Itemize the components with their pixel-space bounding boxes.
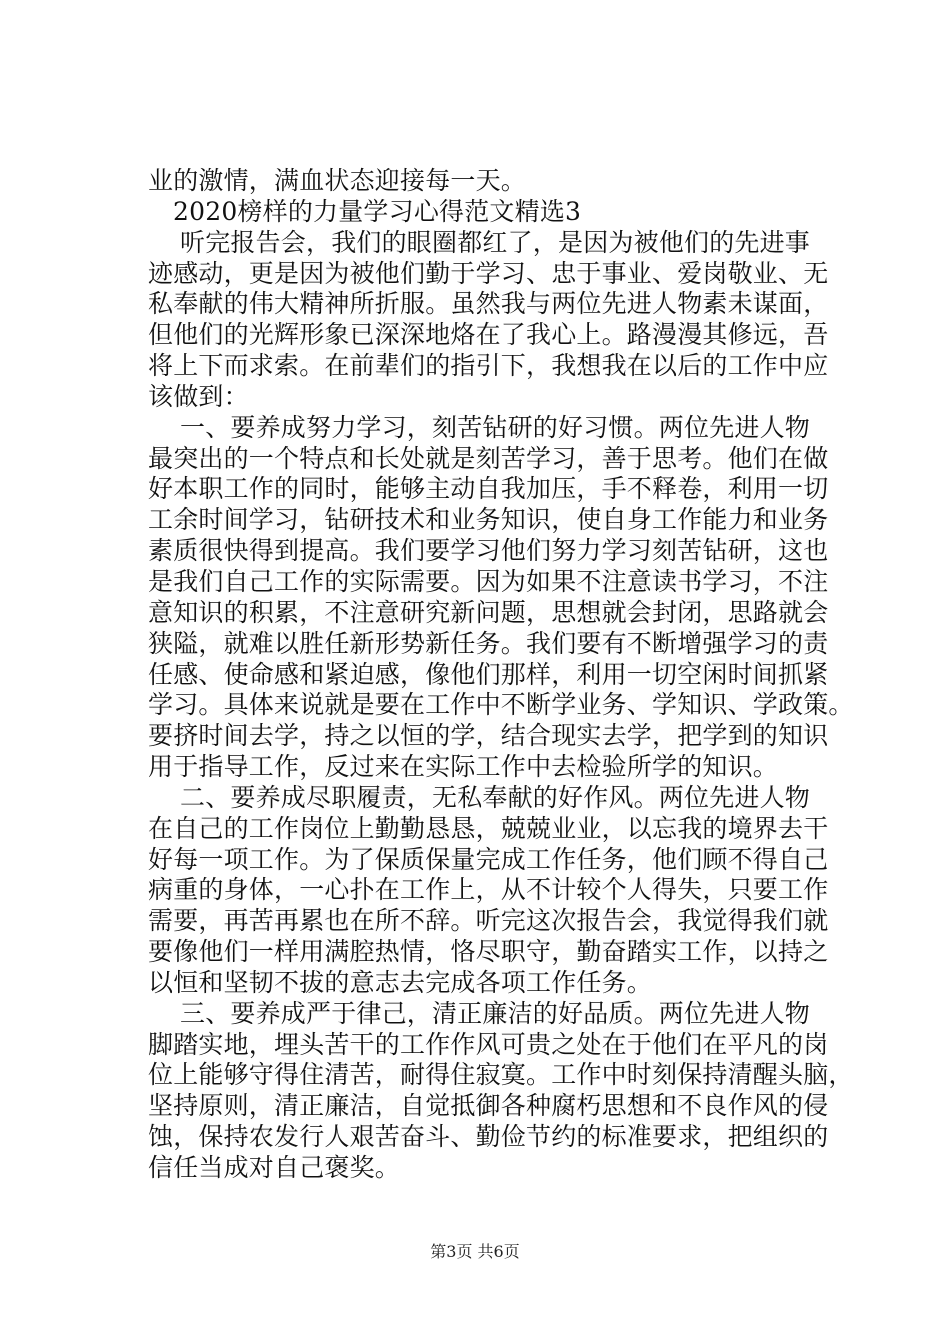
text-line: 意知识的积累，不注意研究新问题，思想就会封闭，思路就会 xyxy=(148,597,829,627)
text-line: 迹感动，更是因为被他们勤于学习、忠于事业、爱岗敬业、无 xyxy=(148,258,829,288)
text-line: 素质很快得到提高。我们要学习他们努力学习刻苦钻研，这也 xyxy=(148,536,829,566)
text-line: 蚀，保持农发行人艰苦奋斗、勤俭节约的标准要求，把组织的 xyxy=(148,1122,829,1152)
text-line: 位上能够守得住清苦，耐得住寂寞。工作中时刻保持清醒头脑， xyxy=(148,1060,854,1090)
text-line: 需要，再苦再累也在所不辞。听完这次报告会，我觉得我们就 xyxy=(148,906,829,936)
text-line: 好每一项工作。为了保质保量完成工作任务，他们顾不得自己 xyxy=(148,844,829,874)
text-line: 二、要养成尽职履责，无私奉献的好作风。两位先进人物 xyxy=(180,782,811,812)
text-line: 三、要养成严于律己，清正廉洁的好品质。两位先进人物 xyxy=(180,998,811,1028)
text-line: 但他们的光辉形象已深深地烙在了我心上。路漫漫其修远，吾 xyxy=(148,320,829,350)
text-line: 私奉献的伟大精神所折服。虽然我与两位先进人物素未谋面， xyxy=(148,289,829,319)
text-line: 学习。具体来说就是要在工作中不断学业务、学知识、学政策。 xyxy=(148,690,854,720)
text-line: 狭隘，就难以胜任新形势新任务。我们要有不断增强学习的责 xyxy=(148,628,829,658)
page-footer: 第3页 共6页 xyxy=(430,1242,520,1261)
text-line: 在自己的工作岗位上勤勤恳恳，兢兢业业，以忘我的境界去干 xyxy=(148,813,829,843)
text-line: 以恒和坚韧不拔的意志去完成各项工作任务。 xyxy=(148,967,653,997)
text-line: 该做到： xyxy=(148,381,249,411)
text-line: 用于指导工作，反过来在实际工作中去检验所学的知识。 xyxy=(148,752,779,782)
text-line: 一、要养成努力学习，刻苦钻研的好习惯。两位先进人物 xyxy=(180,412,811,442)
text-line: 任感、使命感和紧迫感，像他们那样，利用一切空闲时间抓紧 xyxy=(148,659,829,689)
text-line: 最突出的一个特点和长处就是刻苦学习，善于思考。他们在做 xyxy=(148,443,829,473)
text-line: 信任当成对自己褒奖。 xyxy=(148,1153,401,1182)
text-line: 脚踏实地，埋头苦干的工作作风可贵之处在于他们在平凡的岗 xyxy=(148,1029,829,1059)
text-line: 要像他们一样用满腔热情，恪尽职守，勤奋踏实工作，以持之 xyxy=(148,937,829,967)
text-line: 将上下而求索。在前辈们的指引下，我想我在以后的工作中应 xyxy=(148,351,829,381)
text-line: 工余时间学习，钻研技术和业务知识，使自身工作能力和业务 xyxy=(148,505,829,535)
text-line: 要挤时间去学，持之以恒的学，结合现实去学，把学到的知识 xyxy=(148,721,829,751)
text-line: 业的激情，满血状态迎接每一天。 xyxy=(148,166,527,195)
text-line: 2020榜样的力量学习心得范文精选3 xyxy=(173,196,582,226)
text-line: 是我们自己工作的实际需要。因为如果不注意读书学习，不注 xyxy=(148,566,829,596)
text-line: 好本职工作的同时，能够主动自我加压，手不释卷，利用一切 xyxy=(148,474,829,504)
document-body xyxy=(148,166,854,1184)
text-line: 坚持原则，清正廉洁，自觉抵御各种腐朽思想和不良作风的侵 xyxy=(148,1091,829,1121)
text-line: 病重的身体，一心扑在工作上，从不计较个人得失，只要工作 xyxy=(148,875,829,905)
text-line: 听完报告会，我们的眼圈都红了，是因为被他们的先进事 xyxy=(180,227,811,257)
